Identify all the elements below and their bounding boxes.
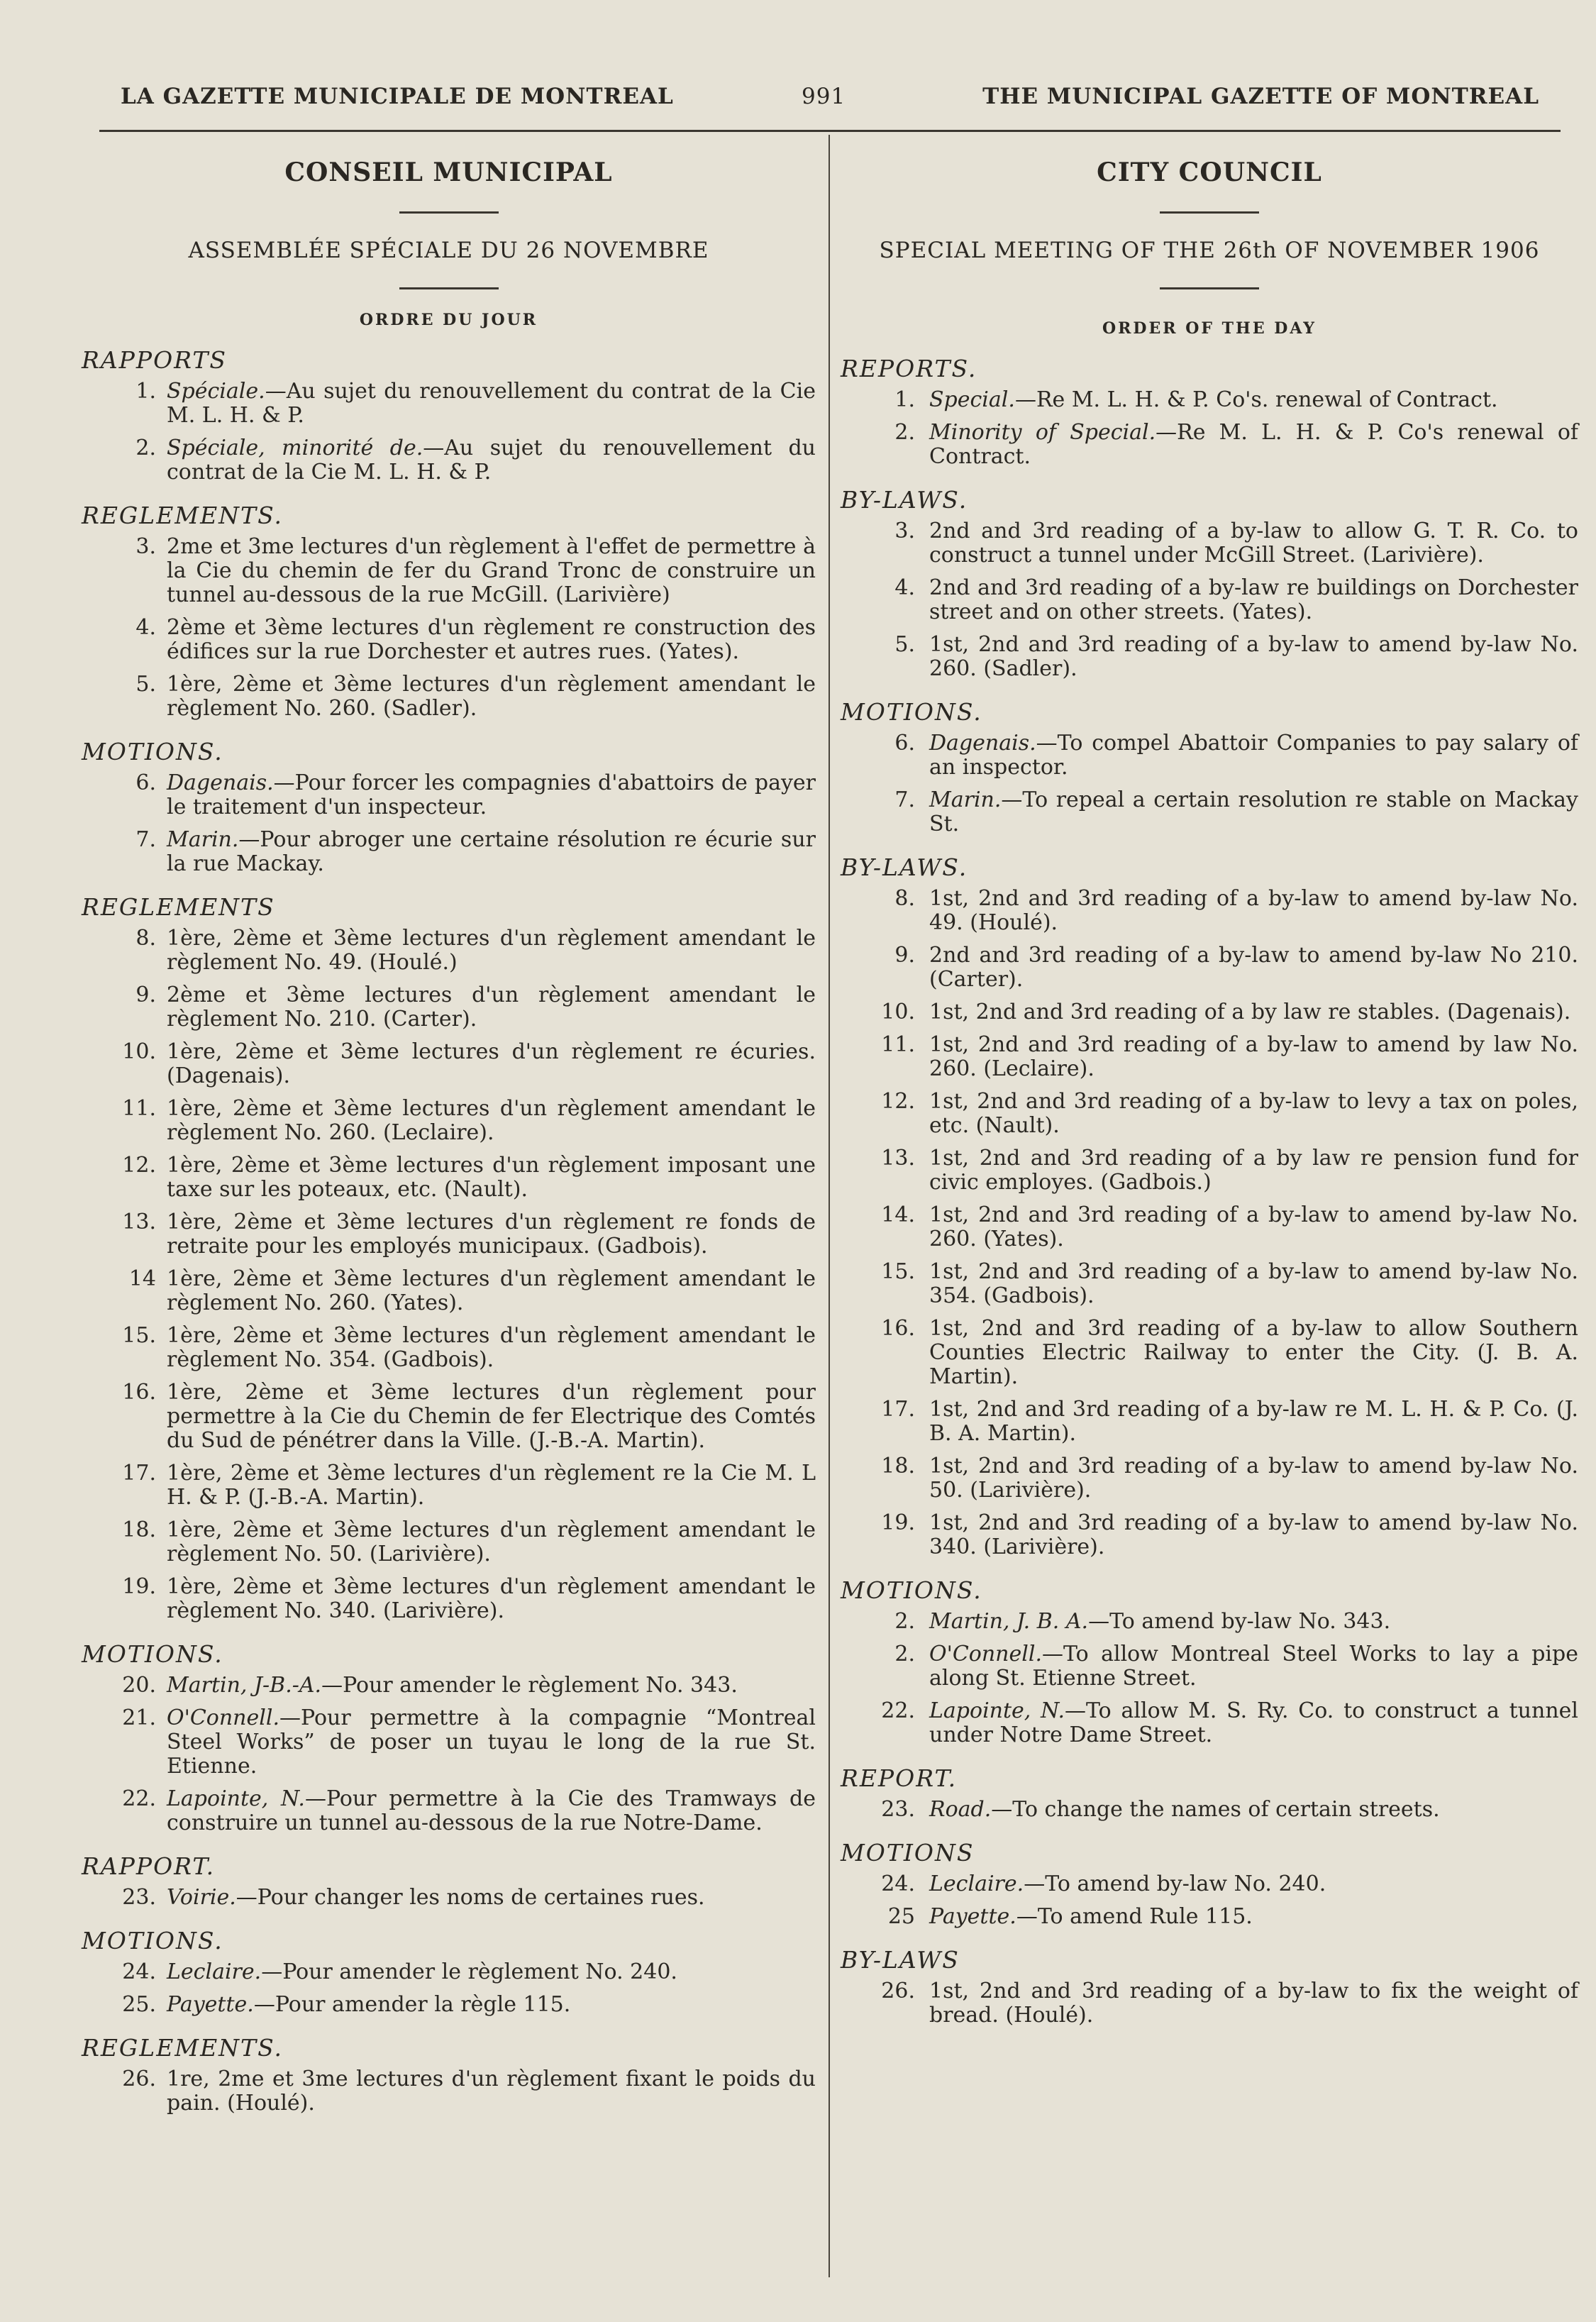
item-number: 5. [894,632,915,657]
item-text: 2nd and 3rd reading of a by-law to amend by-law No 210. (Carter). [929,943,1578,992]
item-mover-name: Payette. [167,1992,254,2017]
item-mover-name: Lapointe, N. [167,1786,305,1811]
section-heading: BY-LAWS. [841,853,968,881]
item-text: 1ère, 2ème et 3ème lectures d'un règlement amendant le règlement No. 50. (Larivière). [167,1517,816,1566]
agenda-item [82,1993,816,2017]
item-mover-name: Leclaire. [167,1959,262,1984]
item-text: —To repeal a certain resolution re stable on Mackay St. [929,787,1578,836]
item-number: 23. [122,1885,156,1910]
item-mover-name: Martin, J-B.-A. [167,1673,322,1698]
item-text: —Pour permettre à la compagnie “Montreal Steel Works” de poser un tuyau le long de la rue St. Etienne. [167,1705,816,1779]
agenda-item [841,1642,1578,1691]
agenda-item [82,1674,816,1698]
agenda-item [841,1260,1578,1308]
agenda-item [82,673,816,721]
item-number: 26. [122,2067,156,2091]
item-mover-name: Lapointe, N. [929,1698,1065,1723]
item-number: 6. [894,731,915,756]
item-number: 3. [894,519,915,543]
item-number: 15. [122,1323,156,1348]
item-text: 1ère, 2ème et 3ème lectures d'un règlement amendant le règlement No. 260. (Yates). [167,1266,816,1315]
item-number: 1. [135,379,156,404]
item-text: 1ère, 2ème et 3ème lectures d'un règlement amendant le règlement No. 354. (Gadbois). [167,1323,816,1372]
item-mover-name: O'Connell. [167,1705,279,1730]
section-heading: BY-LAWS. [841,486,968,514]
item-number: 12. [122,1153,156,1178]
item-mover-name: Payette. [929,1904,1016,1929]
agenda-item [841,1317,1578,1389]
agenda-item [841,1146,1578,1195]
agenda-item [82,1154,816,1202]
item-number: 13. [881,1146,915,1171]
french-column [82,142,816,2124]
item-number: 22. [881,1698,915,1723]
item-number: 8. [894,886,915,911]
item-number: 7. [135,827,156,852]
item-text: —To allow Montreal Steel Works to lay a pipe along St. Etienne Street. [929,1642,1578,1691]
agenda-item [82,1706,816,1779]
section-heading: MOTIONS. [82,1927,223,1955]
item-text: 1st, 2nd and 3rd reading of a by-law to amend by law No. 260. (Leclaire). [929,1032,1578,1081]
item-text: 1ère, 2ème et 3ème lectures d'un règlement re écuries. (Dagenais). [167,1039,816,1088]
agenda-item [841,1203,1578,1251]
item-number: 26. [881,1979,915,2003]
item-number: 19. [881,1510,915,1535]
section-heading: BY-LAWS [841,1946,960,1974]
header-french-title: LA GAZETTE MUNICIPALE DE MONTREAL [121,84,674,109]
item-number: 16. [881,1316,915,1341]
meeting-rule-fr [399,287,499,289]
item-number: 16. [122,1380,156,1405]
item-number: 4. [894,575,915,600]
item-text: 1st, 2nd and 3rd reading of a by law re pension fund for civic employes. (Gadbois.) [929,1146,1578,1195]
item-number: 10. [881,1000,915,1024]
item-mover-name: Special. [929,387,1015,412]
agenda-item [841,388,1578,412]
item-number: 13. [122,1210,156,1234]
item-number: 24. [122,1959,156,1984]
item-text: —To amend Rule 115. [1016,1904,1253,1929]
section-heading: MOTIONS [841,1839,975,1867]
agenda-item [841,1699,1578,1747]
item-text: 1st, 2nd and 3rd reading of a by-law to allow Southern Counties Electric Railway to enter the City. (J. B. A. Martin). [929,1316,1578,1389]
agenda-sections-fr [82,346,816,2116]
agenda-item [82,1960,816,1984]
item-number: 6. [135,770,156,795]
agenda-item [82,380,816,428]
agenda-item [841,1979,1578,2028]
title-rule-fr [399,211,499,214]
item-text: 1ère, 2ème et 3ème lectures d'un règlement amendant le règlement No. 260. (Leclaire). [167,1096,816,1145]
agenda-item [841,887,1578,935]
item-text: —To compel Abattoir Companies to pay salary of an inspector. [929,731,1578,780]
item-text: —Pour amender le règlement No. 343. [321,1673,738,1698]
item-text: 1st, 2nd and 3rd reading of a by-law to amend by-law No. 260. (Yates). [929,1203,1578,1251]
item-text: —To change the names of certain streets. [991,1797,1440,1822]
item-number: 3. [135,534,156,559]
agenda-sections-en [841,355,1578,2028]
agenda-item [841,1798,1578,1822]
agenda-item [841,944,1578,992]
item-text: 1ère, 2ème et 3ème lectures d'un règlement re fonds de retraite pour les employés municipaux. (Gadbois). [167,1210,816,1259]
agenda-item [82,1886,816,1910]
item-number: 14. [881,1203,915,1227]
section-heading: MOTIONS. [82,738,223,765]
item-number: 23. [881,1797,915,1822]
item-text: 1ère, 2ème et 3ème lectures d'un règlement amendant le règlement No. 260. (Sadler). [167,672,816,721]
item-number: 19. [122,1574,156,1599]
meeting-title-en: SPECIAL MEETING OF THE 26th OF NOVEMBER 1906 [879,238,1540,263]
item-text: 2ème et 3ème lectures d'un règlement amendant le règlement No. 210. (Carter). [167,983,816,1032]
agenda-item [841,1511,1578,1559]
item-mover-name: Spéciale. [167,379,265,404]
item-mover-name: Leclaire. [929,1872,1024,1896]
agenda-item [82,983,816,1032]
item-number: 1. [894,387,915,412]
item-mover-name: Martin, J. B. A. [929,1609,1089,1634]
item-mover-name: Voirie. [167,1885,236,1910]
item-text: 1st, 2nd and 3rd reading of a by-law to amend by-law No. 50. (Larivière). [929,1454,1578,1503]
agenda-item [841,519,1578,568]
item-text: 1st, 2nd and 3rd reading of a by-law to amend by-law No. 260. (Sadler). [929,632,1578,681]
agenda-item [82,1787,816,1835]
item-number: 4. [135,615,156,640]
agenda-item [82,535,816,607]
agenda-item [82,436,816,485]
section-heading: MOTIONS. [841,1576,982,1604]
agenda-item [82,1097,816,1145]
section-heading: MOTIONS. [82,1640,223,1668]
item-number: 2. [135,436,156,460]
item-number: 2. [894,1642,915,1666]
agenda-item [82,927,816,975]
item-text: 2ème et 3ème lectures d'un règlement re construction des édifices sur la rue Dorchester et autres rues. (Yates). [167,615,816,664]
agenda-item [82,1324,816,1372]
agenda-item [841,788,1578,836]
item-number: 8. [135,926,156,951]
agenda-item [841,1033,1578,1081]
section-heading: REPORTS. [841,355,977,382]
council-title-en: CITY COUNCIL [1097,157,1322,187]
agenda-item [82,1518,816,1566]
agenda-item [82,1381,816,1453]
agenda-item [82,1210,816,1259]
item-number: 24. [881,1872,915,1896]
agenda-item [82,828,816,876]
page-number: 991 [802,84,846,109]
item-number: 21. [122,1705,156,1730]
item-text: —Re M. L. H. & P. Co's renewal of Contract. [929,420,1579,469]
header-english-title: THE MUNICIPAL GAZETTE OF MONTREAL [982,84,1539,109]
section-heading: REGLEMENTS. [82,2034,283,2062]
item-text: —To amend by-law No. 343. [1088,1609,1391,1634]
council-title-fr: CONSEIL MUNICIPAL [284,157,613,187]
running-header [121,84,1539,119]
agenda-item [82,1267,816,1315]
item-number: 17. [122,1461,156,1486]
agenda-item [841,1610,1578,1634]
item-text: 1re, 2me et 3me lectures d'un règlement fixant le poids du pain. (Houlé). [167,2067,816,2116]
item-text: 1ère, 2ème et 3ème lectures d'un règlement amendant le règlement No. 49. (Houlé.) [167,926,816,975]
agenda-item [841,1454,1578,1503]
item-text: 1st, 2nd and 3rd reading of a by law re stables. (Dagenais). [929,1000,1571,1024]
item-text: 1ère, 2ème et 3ème lectures d'un règlement imposant une taxe sur les poteaux, etc. (Nault). [167,1153,816,1202]
agenda-item [841,576,1578,624]
section-heading: REPORT. [841,1764,958,1792]
order-title-en: ORDER OF THE DAY [1102,319,1317,338]
item-number: 11. [881,1032,915,1057]
agenda-item [82,1461,816,1510]
item-text: —Re M. L. H. & P. Co's. renewal of Contract. [1014,387,1498,412]
item-number: 15. [881,1259,915,1284]
item-text: —Pour abroger une certaine résolution re écurie sur la rue Mackay. [167,827,816,876]
agenda-item [82,2067,816,2116]
item-text: 1ère, 2ème et 3ème lectures d'un règlement re la Cie M. L H. & P. (J.-B.-A. Martin). [167,1461,816,1510]
item-text: —Au sujet du renouvellement du contrat de la Cie M. L. H. & P. [167,436,816,485]
agenda-item [841,1905,1578,1929]
item-number: 18. [122,1517,156,1542]
item-mover-name: Minority of Special. [929,420,1156,445]
item-text: 2nd and 3rd reading of a by-law to allow G. T. R. Co. to construct a tunnel under McGill Street. (Larivière). [929,519,1578,568]
item-mover-name: Marin. [167,827,239,852]
item-text: —Au sujet du renouvellement du contrat de la Cie M. L. H. & P. [167,379,816,428]
item-text: —To allow M. S. Ry. Co. to construct a tunnel under Notre Dame Street. [929,1698,1578,1747]
item-number: 22. [122,1786,156,1811]
agenda-item [841,1872,1578,1896]
title-rule-en [1160,211,1259,214]
item-number: 5. [135,672,156,697]
item-number: 2. [894,1609,915,1634]
item-text: —Pour permettre à la Cie des Tramways de construire un tunnel au-dessous de la rue Notre-Dame. [167,1786,816,1835]
agenda-item [841,731,1578,780]
item-text: —Pour amender le règlement No. 240. [261,1959,677,1984]
item-number: 10. [122,1039,156,1064]
item-number: 11. [122,1096,156,1121]
item-number: 14 [128,1266,156,1291]
item-text: 1st, 2nd and 3rd reading of a by-law to fix the weight of bread. (Houlé). [929,1979,1578,2028]
order-title-fr: ORDRE DU JOUR [359,311,538,329]
section-heading: REGLEMENTS [82,893,275,921]
item-number: 12. [881,1089,915,1114]
agenda-item [841,1398,1578,1446]
column-divider [829,135,830,2277]
item-number: 18. [881,1454,915,1478]
agenda-item [82,1040,816,1088]
item-mover-name: O'Connell. [929,1642,1042,1666]
item-text: —Pour changer les noms de certaines rues. [235,1885,705,1910]
item-text: 1st, 2nd and 3rd reading of a by-law to amend by-law No. 340. (Larivière). [929,1510,1578,1559]
item-mover-name: Road. [929,1797,992,1822]
header-rule [99,130,1561,132]
english-column [841,142,1578,2036]
agenda-item [82,616,816,664]
agenda-item [841,1000,1578,1024]
item-number: 7. [894,787,915,812]
item-text: 2nd and 3rd reading of a by-law re buildings on Dorchester street and on other streets. (Yates). [929,575,1578,624]
section-heading: MOTIONS. [841,698,982,726]
item-mover-name: Dagenais. [929,731,1036,756]
item-text: 1st, 2nd and 3rd reading of a by-law re M. L. H. & P. Co. (J. B. A. Martin). [929,1397,1578,1446]
item-number: 9. [135,983,156,1007]
item-text: 1st, 2nd and 3rd reading of a by-law to amend by-law No. 354. (Gadbois). [929,1259,1578,1308]
item-number: 2. [894,420,915,445]
item-number: 20. [122,1673,156,1698]
item-mover-name: Spéciale, minorité de. [167,436,423,460]
agenda-item [82,771,816,819]
agenda-item [841,633,1578,681]
item-text: 2me et 3me lectures d'un règlement à l'effet de permettre à la Cie du chemin de fer du Grand Tronc de construire un tunnel au-dessous de la rue McGill. (Larivière) [167,534,816,607]
item-mover-name: Dagenais. [167,770,274,795]
item-number: 17. [881,1397,915,1422]
item-text: 1st, 2nd and 3rd reading of a by-law to amend by-law No. 49. (Houlé). [929,886,1578,935]
item-mover-name: Marin. [929,787,1002,812]
item-text: 1st, 2nd and 3rd reading of a by-law to levy a tax on poles, etc. (Nault). [929,1089,1578,1138]
item-text: 1ère, 2ème et 3ème lectures d'un règlement pour permettre à la Cie du Chemin de fer Electrique des Comtés du Sud de pénétrer dans la Ville. (J.-B.-A. Martin). [167,1380,816,1453]
agenda-item [841,1090,1578,1138]
item-number: 25 [887,1904,915,1929]
item-number: 25. [122,1992,156,2017]
item-text: —Pour amender la règle 115. [253,1992,571,2017]
item-text: —Pour forcer les compagnies d'abattoirs de payer le traitement d'un inspecteur. [167,770,816,819]
section-heading: RAPPORT. [82,1852,216,1880]
section-heading: REGLEMENTS. [82,502,283,529]
agenda-item [841,421,1578,469]
item-text: 1ère, 2ème et 3ème lectures d'un règlement amendant le règlement No. 340. (Larivière). [167,1574,816,1623]
agenda-item [82,1575,816,1623]
meeting-title-fr: ASSEMBLÉE SPÉCIALE DU 26 NOVEMBRE [188,238,709,263]
item-text: —To amend by-law No. 240. [1024,1872,1326,1896]
meeting-rule-en [1160,287,1259,289]
section-heading: RAPPORTS [82,346,228,374]
item-number: 9. [894,943,915,968]
